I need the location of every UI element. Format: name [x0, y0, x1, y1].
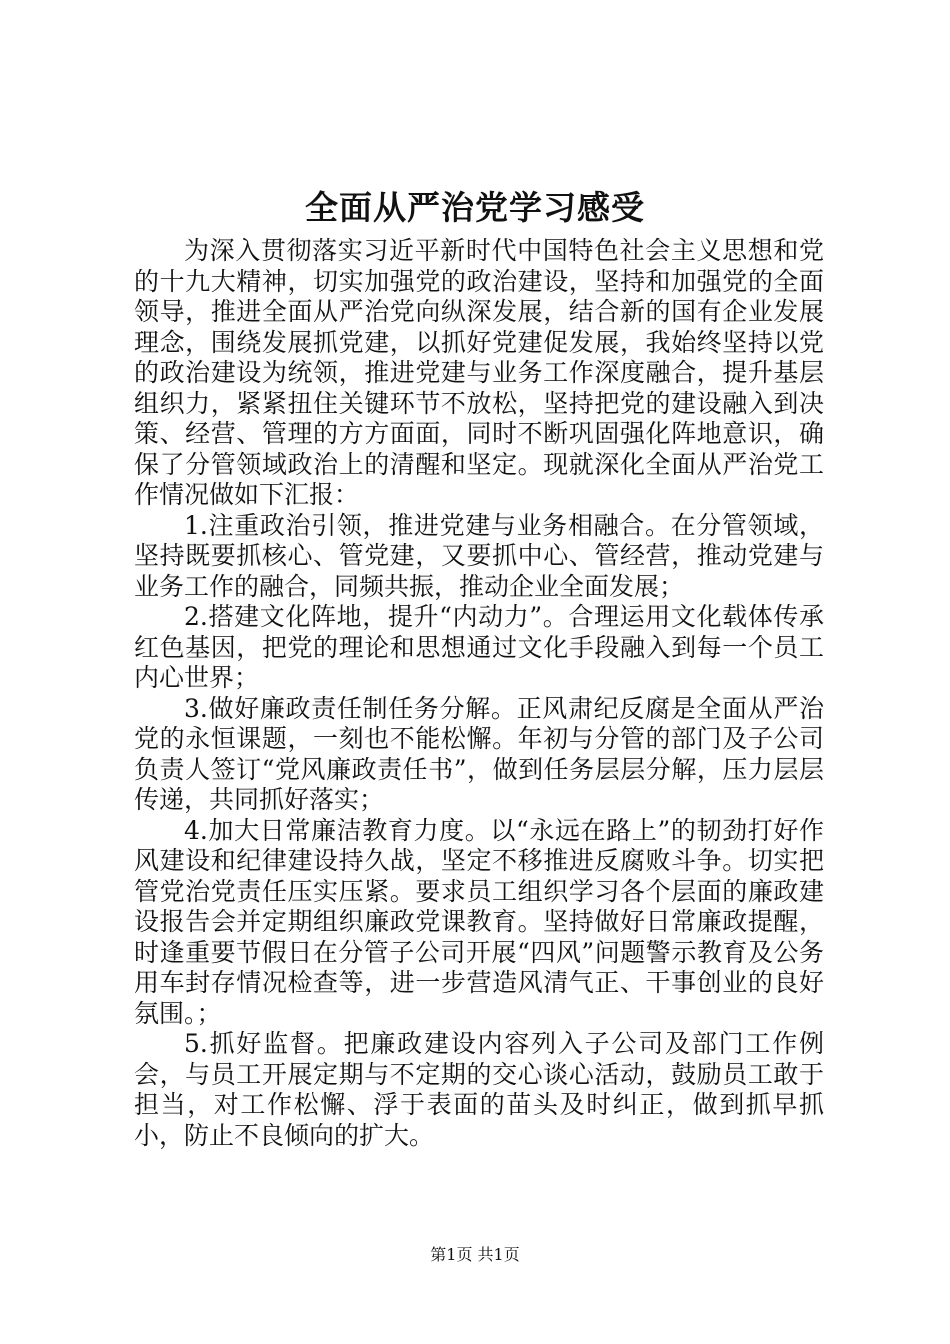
document-body: [134, 236, 824, 1151]
page-footer: 第1页 共1页: [430, 1245, 520, 1264]
intro-paragraph: 为深入贯彻落实习近平新时代中国特色社会主义思想和党的十九大精神，切实加强党的政治建设，坚持和加强党的全面领导，推进全面从严治党向纵深发展，结合新的国有企业发展理念，围绕发展抓党建，以抓好党建促发展，我始终坚持以党的政治建设为统领，推进党建与业务工作深度融合，提升基层组织力，紧紧扭住关键环节不放松，坚持把党的建设融入到决策、经营、管理的方方面面，同时不断巩固强化阵地意识，确保了分管领域政治上的清醒和坚定。现就深化全面从严治党工作情况做如下汇报：: [134, 236, 824, 509]
item-paragraph-4: 4.加大日常廉洁教育力度。以“永远在路上”的韧劲打好作风建设和纪律建设持久战，坚定不移推进反腐败斗争。切实把管党治党责任压实压紧。要求员工组织学习各个层面的廉政建设报告会并定期组织廉政党课教育。坚持做好日常廉政提醒，时逢重要节假日在分管子公司开展“四风”问题警示教育及公务用车封存情况检查等，进一步营造风清气正、干事创业的良好氛围。；: [134, 815, 824, 1028]
item-paragraph-3: 3.做好廉政责任制任务分解。正风肃纪反腐是全面从严治党的永恒课题，一刻也不能松懈。年初与分管的部门及子公司负责人签订“党风廉政责任书”，做到任务层层分解，压力层层传递，共同抓好落实；: [134, 693, 824, 814]
item-paragraph-2: 2.搭建文化阵地，提升“内动力”。合理运用文化载体传承红色基因，把党的理论和思想通过文化手段融入到每一个员工内心世界；: [134, 602, 824, 692]
item-paragraph-1: 1.注重政治引领，推进党建与业务相融合。在分管领域，坚持既要抓核心、管党建，又要抓中心、管经营，推动党建与业务工作的融合，同频共振，推动企业全面发展；: [134, 510, 824, 601]
item-paragraph-5: 5.抓好监督。把廉政建设内容列入子公司及部门工作例会，与员工开展定期与不定期的交心谈心活动，鼓励员工敢于担当，对工作松懈、浮于表面的苗头及时纠正，做到抓早抓小，防止不良倾向的扩大。: [134, 1029, 824, 1150]
document-title: 全面从严治党学习感受: [305, 188, 645, 227]
